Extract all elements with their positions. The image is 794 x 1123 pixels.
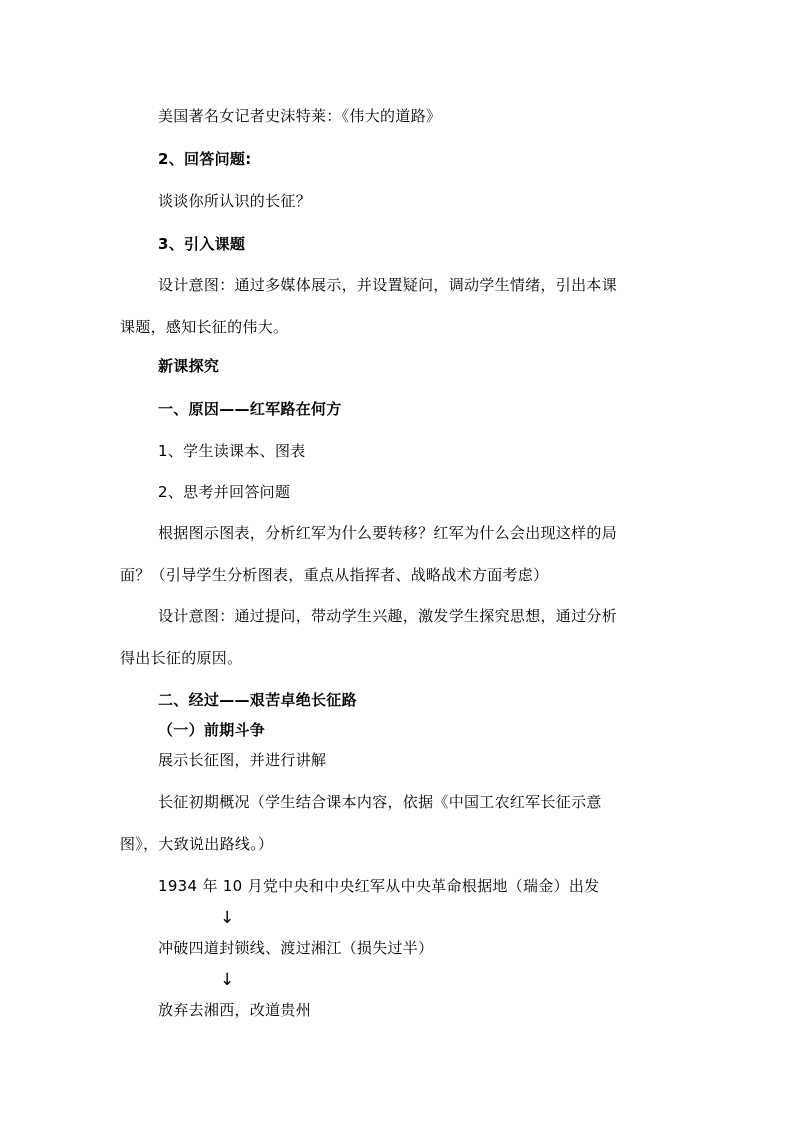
design-intent-2-line-2: 得出长征的原因。 [120, 649, 243, 667]
section-heading-answer: 2、回答问题: [158, 150, 252, 168]
question-line: 谈谈你所认识的长征？ [158, 192, 312, 210]
design-intent-2-line-1: 设计意图：通过提问，带动学生兴趣，激发学生探究思想，通过分析 [158, 607, 618, 625]
design-intent-line-1: 设计意图：通过多媒体展示，并设置疑问，调动学生情绪，引出本课 [158, 276, 618, 294]
quote-line: 美国著名女记者史沫特莱：《伟大的道路》 [158, 107, 442, 125]
step-1-line: 1、学生读课本、图表 [158, 442, 306, 460]
timeline-end-line: 放弃去湘西，改道贵州 [158, 1001, 312, 1019]
step-2-line: 2、思考并回答问题 [158, 483, 291, 501]
overview-line-2: 图》，大致说出路线。） [120, 835, 274, 853]
timeline-middle-line: 冲破四道封锁线、渡过湘江（损失过半） [158, 939, 434, 957]
timeline-start-line: 1934 年 10 月党中央和中央红军从中央革命根据地（瑞金）出发 [158, 877, 600, 895]
question-paragraph-line-2: 面？（引导学生分析图表，重点从指挥者、战略战术方面考虑） [120, 566, 549, 584]
map-intro-line: 展示长征图，并进行讲解 [158, 751, 327, 769]
down-arrow-icon: ↓ [220, 908, 235, 928]
part-two-heading: 二、经过——艰苦卓绝长征路 [158, 691, 357, 709]
down-arrow-icon: ↓ [220, 970, 235, 990]
part-one-heading: 一、原因——红军路在何方 [158, 400, 342, 418]
design-intent-line-2: 课题，感知长征的伟大。 [120, 318, 289, 336]
new-lesson-heading: 新课探究 [158, 357, 220, 375]
question-paragraph-line-1: 根据图示图表，分析红军为什么要转移？红军为什么会出现这样的局 [158, 524, 618, 542]
section-heading-intro: 3、引入课题 [158, 235, 246, 253]
overview-line-1: 长征初期概况（学生结合课本内容，依据《中国工农红军长征示意 [158, 793, 602, 811]
subsection-heading: （一）前期斗争 [158, 721, 266, 739]
